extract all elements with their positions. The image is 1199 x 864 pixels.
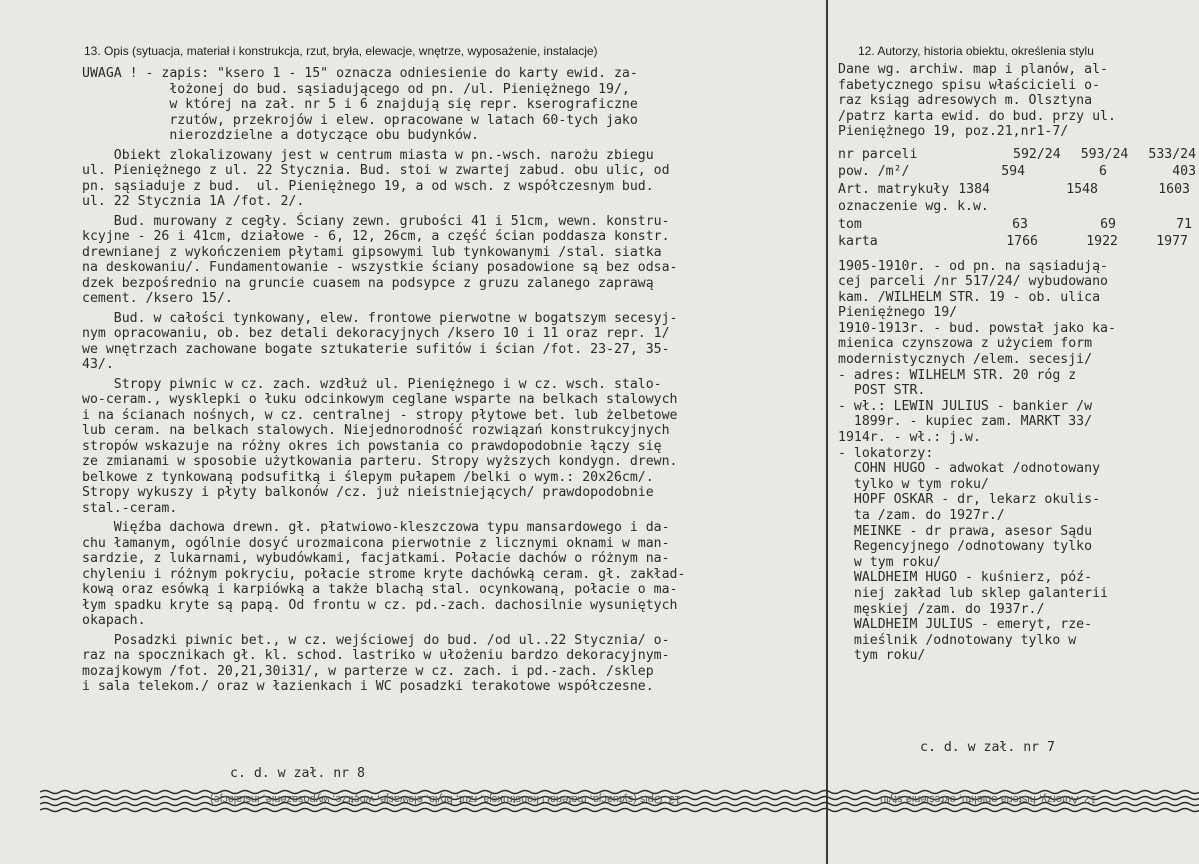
table-row [838,198,1196,216]
table-cell: 593/24 [1080,146,1129,162]
table-row [838,163,1196,181]
table-cell: 1603 [1158,181,1190,197]
table-cell: 1384 [958,181,990,197]
row-label: pow. /m²/ [838,164,910,179]
left-continuation-note: c. d. w zał. nr 8 [230,766,365,781]
table-cell: 594 [1001,164,1026,179]
row-label: tom [838,216,862,232]
section-12-heading: 12. Autorzy, historia obiektu, określenia stylu [858,44,1094,58]
mirrored-heading-13: 13. Opis (sytuacja, materiał i konstrukcja, rzut, bryła, elewacje, wnętrze, wyposażenie, instalacje) [210,793,681,805]
section-13-heading: 13. Opis (sytuacja, materiał i konstrukcja, rzut, bryła, elewacje, wnętrze, wyposażenie, instalacje) [84,44,598,58]
table-row [838,146,1196,164]
row-label: nr parceli [838,146,918,162]
table-cell: 69 [1100,216,1116,232]
table-cell: 71 [1176,216,1192,232]
ceilings-paragraph: Stropy piwnic w cz. zach. wzdłuż ul. Pieniężnego i w cz. wsch. stalo- wo-ceram., wysklepki o łuku odcinkowym ceglane wsparte na belkach stalowych i na ścianach nośnych, w cz. centralnej - stropy płytowe bet. lub żelbetowe lub ceram. na belkach stalowych. Niejednorodność rozwiązań konstrukcyjnych stropów wskazuje na różny okres ich powstania co prawdopodobnie łączy się ze zmianami w sposobie użytkowania parteru. Stropy wyższych kondygn. drewn. belkowe z tynkowaną podsufitką i ślepym pułapem /belki o wym.: 20x26cm/. Stropy wykuszy i płyty balkonów /cz. już nieistniejących/ prawdopodobnie stal.-ceram. [82,376,678,516]
table-cell: 6 [1099,164,1107,179]
row-label: oznaczenie wg. k.w. [838,199,989,214]
construction-paragraph: Bud. murowany z cegły. Ściany zewn. grubości 41 i 51cm, wewn. konstru- kcyjne - 26 i 41cm, działowe - 6, 12, 26cm, a część ścian poddasza konstr. drewnianej z wykończeniem płytami gipsowymi lub tynkowanymi /stal. siatka na deskowaniu/. Fundamentowanie - wszystkie ściany posadowione są bez odsa- dzek bezpośrednio na gruncie cuasem na podsypce z gruzu zalanego zaprawą cement. /ksero 15/. [82,213,678,306]
row-label: Art. matrykuły [838,181,950,197]
elevation-paragraph: Bud. w całości tynkowany, elew. frontowe pierwotne w bogatszym secesyj- nym opracowaniu, ob. bez detali dekoracyjnych /ksero 10 i 11 oraz repr. 1/ we wnętrzach zachowane bogate sztukaterie sufitów i ścian /fot. 23-27, 35- 43/. [82,310,678,372]
table-cell: 403 [1172,164,1197,179]
table-cell: 63 [1012,216,1028,232]
column-divider [826,0,828,864]
roof-paragraph: Więźba dachowa drewn. gł. płatwiowo-kleszczowa typu mansardowego i da- chu łamanym, ogólnie dosyć urozmaicona pierwotnie z licznymi oknami w man- sardzie, z lukarnami, wybudówkami, facjatkami. Połacie dachów o różnym na- chyleniu i różnym pokryciu, połacie strome kryte dachówką ceram. gł. zakład- kową oraz esówką i karpiówką a także blachą stal. ocynkowaną, połacie o ma- łym spadku kryte są papą. Od frontu w cz. pd.-zach. dachosilnie wysuniętych okapach. [82,520,686,628]
right-continuation-note: c. d. w zał. nr 7 [920,740,1055,755]
mirrored-heading-12: 12. Autorzy, historia obiektu, określenia stylu [880,793,1097,805]
history-text: 1905-1910r. - od pn. na sąsiadują- cej parceli /nr 517/24/ wybudowano kam. /WILHELM STR. 19 - ob. ulica Pieniężnego 19/ 1910-1913r. - bud. powstał jako ka- mienica czynszowa z użyciem form modernistycznych /elem. secesji/ - adres: WILHELM STR. 20 róg z POST STR. - wł.: LEWIN JULIUS - bankier /w 1899r. - kupiec zam. MARKT 33/ 1914r. - wł.: j.w. - lokatorzy: COHN HUGO - adwokat /odnotowany tylko w tym roku/ HOPF OSKAR - dr, lekarz okulis- ta /zam. do 1927r./ MEINKE - dr prawa, asesor Sądu Regencyjnego /odnotowany tylko w tym roku/ WALDHEIM HUGO - kuśnierz, póź- niej zakład lub sklep galanterii męskiej /zam. do 1937r./ WALDHEIM JULIUS - emeryt, rze- mieślnik /odnotowany tylko w tym roku/ [838,258,1116,664]
parcel-table [838,146,1196,251]
sources-paragraph: Dane wg. archiw. map i planów, al- fabetycznego spisu właścicieli o- raz ksiąg adresowych m. Olsztyna /patrz karta ewid. do bud. przy ul. Pieniężnego 19, poz.21,nr1-7/ [838,62,1116,139]
table-cell: 533/24 [1148,146,1197,162]
table-cell: 1922 [1086,234,1118,249]
floors-paragraph: Posadzki piwnic bet., w cz. wejściowej do bud. /od ul..22 Stycznia/ o- raz na spocznikach gł. kl. schod. lastriko w ułożeniu bardzo dekoracyjnym- mozajkowym /fot. 20,21,30i31/, w parterze w cz. zach. i pd.-zach. /sklep i sala telekom./ oraz w łazienkach i WC posadzki terakotowe współczesne. [82,632,670,694]
table-cell: 1977 [1156,234,1188,249]
table-row [838,181,1196,199]
location-paragraph: Obiekt zlokalizowany jest w centrum miasta w pn.-wsch. narożu zbiegu ul. Pieniężnego z ul. 22 Stycznia. Bud. stoi w zwartej zabud. obu ulic, od pn. sąsiaduje z bud. ul. Pieniężnego 19, a od wsch. z współczesnym bud. ul. 22 Stycznia 1A /fot. 2/. [82,147,670,209]
note-paragraph: UWAGA ! - zapis: "ksero 1 - 15" oznacza odniesienie do karty ewid. za- łożonej do bud. sąsiadującego od pn. /ul. Pieniężnego 19/, w której na zał. nr 5 i 6 znajdują się repr. kserograficzne rzutów, przekrojów i elew. opracowane w latach 60-tych jako nierozdzielne a dotyczące obu budynków. [82,66,638,143]
row-label: karta [838,234,878,249]
table-row [838,233,1196,251]
history-column [838,62,1196,664]
table-cell: 1548 [1066,181,1098,197]
table-cell: 1766 [1006,234,1038,249]
table-cell: 592/24 [1013,146,1061,162]
table-row [838,216,1196,234]
description-column [82,66,824,695]
